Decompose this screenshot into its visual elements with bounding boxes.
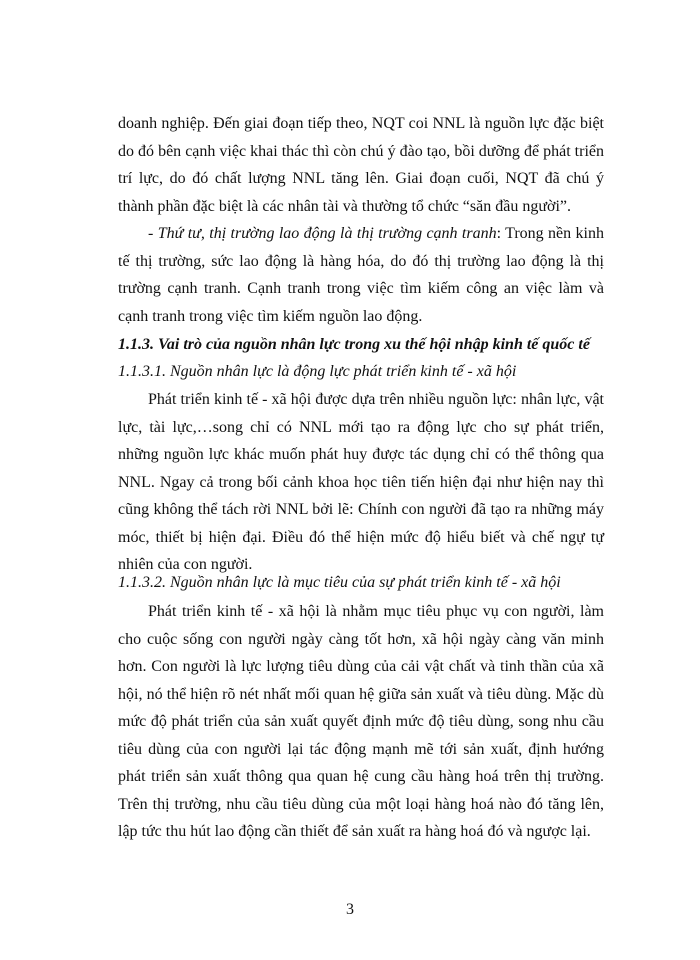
fourth-point-lead: - Thứ tư, thị trường lao động là thị trường cạnh tranh [148, 225, 497, 242]
section-heading-1-1-3: 1.1.3. Vai trò của nguồn nhân lực trong xu thế hội nhập kinh tế quốc tế [118, 336, 590, 353]
paragraph-1-1-3-2: Phát triển kinh tế - xã hội là nhằm mục tiêu phục vụ con người, làm cho cuộc sống con người ngày càng tốt hơn, xã hội ngày càng văn minh hơn. Con người là lực lượng tiêu dùng của cải vật chất và tinh thần của xã hội, nó thể hiện rõ nét nhất mối quan hệ giữa sản xuất và tiêu dùng. Mặc dù mức độ phát triển của sản xuất quyết định mức độ tiêu dùng, song nhu cầu tiêu dùng của con người lại tác động mạnh mẽ tới sản xuất, định hướng phát triển sản xuất thông qua quan hệ cung cầu hàng hoá trên thị trường. Trên thị trường, nhu cầu tiêu dùng của một loại hàng hoá nào đó tăng lên, lập tức thu hút lao động cần thiết để sản xuất ra hàng hoá đó và ngược lại. [118, 603, 604, 840]
subsection-heading-1-1-3-1: 1.1.3.1. Nguồn nhân lực là động lực phát triển kinh tế - xã hội [118, 363, 517, 380]
paragraph-1-1-3-1: Phát triển kinh tế - xã hội được dựa trên nhiều nguồn lực: nhân lực, vật lực, tài lực,…song chỉ có NNL mới tạo ra động lực cho sự phát triển, những nguồn lực khác muốn phát huy được tác dụng chỉ có thể thông qua NNL. Ngay cả trong bối cảnh khoa học tiên tiến hiện đại như hiện nay thì cũng không thể tách rời NNL bởi lẽ: Chính con người đã tạo ra những máy móc, thiết bị hiện đại. Điều đó thể hiện mức độ hiểu biết và chế ngự tự nhiên của con người. [118, 391, 604, 573]
page-number: 3 [346, 901, 354, 918]
paragraph-intro: doanh nghiệp. Đến giai đoạn tiếp theo, NQT coi NNL là nguồn lực đặc biệt do đó bên cạnh việc khai thác thì còn chú ý đào tạo, bồi dưỡng để phát triển trí lực, do đó chất lượng NNL tăng lên. Giai đoạn cuối, NQT đã chú ý thành phần đặc biệt là các nhân tài và thường tổ chức “săn đầu người”. [118, 115, 604, 215]
fourth-point-body: : Trong nền kinh tế thị trường, sức lao động là hàng hóa, do đó thị trường lao động là thị trường cạnh tranh. Cạnh tranh trong việc tìm kiếm công an việc làm và cạnh tranh trong việc tìm kiếm nguồn lao động. [118, 225, 604, 325]
paragraph-fourth-point [118, 220, 604, 330]
subsection-heading-1-1-3-2: 1.1.3.2. Nguồn nhân lực là mục tiêu của sự phát triển kinh tế - xã hội [118, 574, 561, 591]
